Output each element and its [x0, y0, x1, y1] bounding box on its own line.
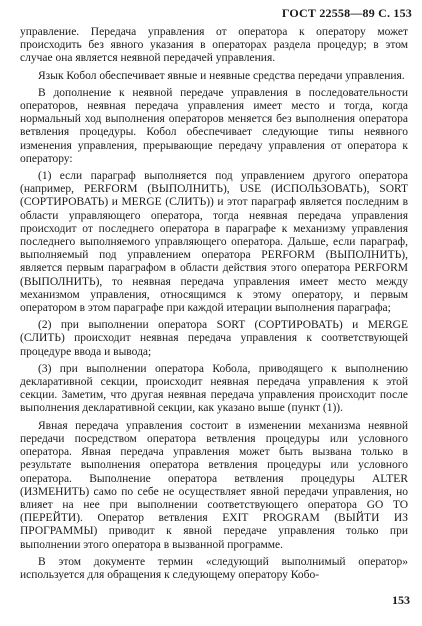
body-text — [20, 26, 408, 586]
page-number: 153 — [392, 593, 410, 607]
running-header: ГОСТ 22558—89 С. 153 — [281, 6, 412, 20]
list-item-2: (2) при выполнении оператора SORT (СОРТИРОВАТЬ) и MERGE (СЛИТЬ) происходит неявная передача управления к соответствующей процедуре ввода и вывода; — [20, 319, 408, 358]
paragraph-cobol-means: Язык Кобол обеспечивает явные и неявные средства передачи управления. — [38, 69, 405, 82]
list-item-1: (1) если параграф выполняется под управлением другого оператора (например, PERFORM (ВЫПОЛНИТЬ), USE (ИСПОЛЬЗОВАТЬ), SORT (СОРТИРОВАТЬ) и MERGE (СЛИТЬ)) и этот параграф является последним в области управляющего оператора, тогда неявная передача управления происходит от последнего оператора в параграфе к механизму управления последнего выполняемого управляющего оператора. Дальше, если параграф, выполняемый под управлением оператора PERFORM (ВЫПОЛНИТЬ), является первым параграфом в области действия этого оператора PERFORM (ВЫПОЛНИТЬ), то неявная передача управления имеет место между механизмом управления, относящимся к этому оператору, и первым оператором в этом параграфе при каждой итерации выполнения параграфа; — [20, 170, 408, 315]
list-item-3: (3) при выполнении оператора Кобола, приводящего к выполнению декларативной секции, происходит неявная передача управления к этой секции. Заметим, что другая неявная передача управления происходит после выполнения декларативной секции, как указано выше (пункт (1)). — [20, 362, 408, 415]
paragraph-implicit-transfer: В дополнение к неявной передаче управления в последовательности операторов, неявная передача управления имеет место и тогда, когда нормальный ход выполнения операторов меняется без выполнения оператора ветвления процедуры. Кобол обеспечивает следующие типы неявного изменения управления, прерывающие передачу управления от оператора к оператору: — [20, 86, 408, 165]
paragraph-continuation: управление. Передача управления от оператора к оператору может происходить без явного указания в операторах раздела процедур; в этом случае она является неявной передачей управления. — [20, 26, 408, 65]
paragraph-next-executable: В этом документе термин «следующий выполнимый оператор» используется для обращения к следующему оператору Кобо- — [20, 555, 408, 581]
paragraph-explicit-transfer: Явная передача управления состоит в изменении механизма неявной передачи посредством оператора ветвления процедуры или условного оператора. Явная передача управления может быть вызвана только в результате выполнения оператора ветвления процедуры или условного оператора. Выполнение оператора ветвления процедуры ALTER (ИЗМЕНИТЬ) само по себе не осуществляет явной передачи управления, но влияет на нее при выполнении соответствующего оператора GO TO (ПЕРЕЙТИ). Оператор ветвления EXIT PROGRAM (ВЫЙТИ ИЗ ПРОГРАММЫ) приводит к явной передаче управления только при выполнении этого оператора в вызванной программе. — [20, 419, 408, 551]
